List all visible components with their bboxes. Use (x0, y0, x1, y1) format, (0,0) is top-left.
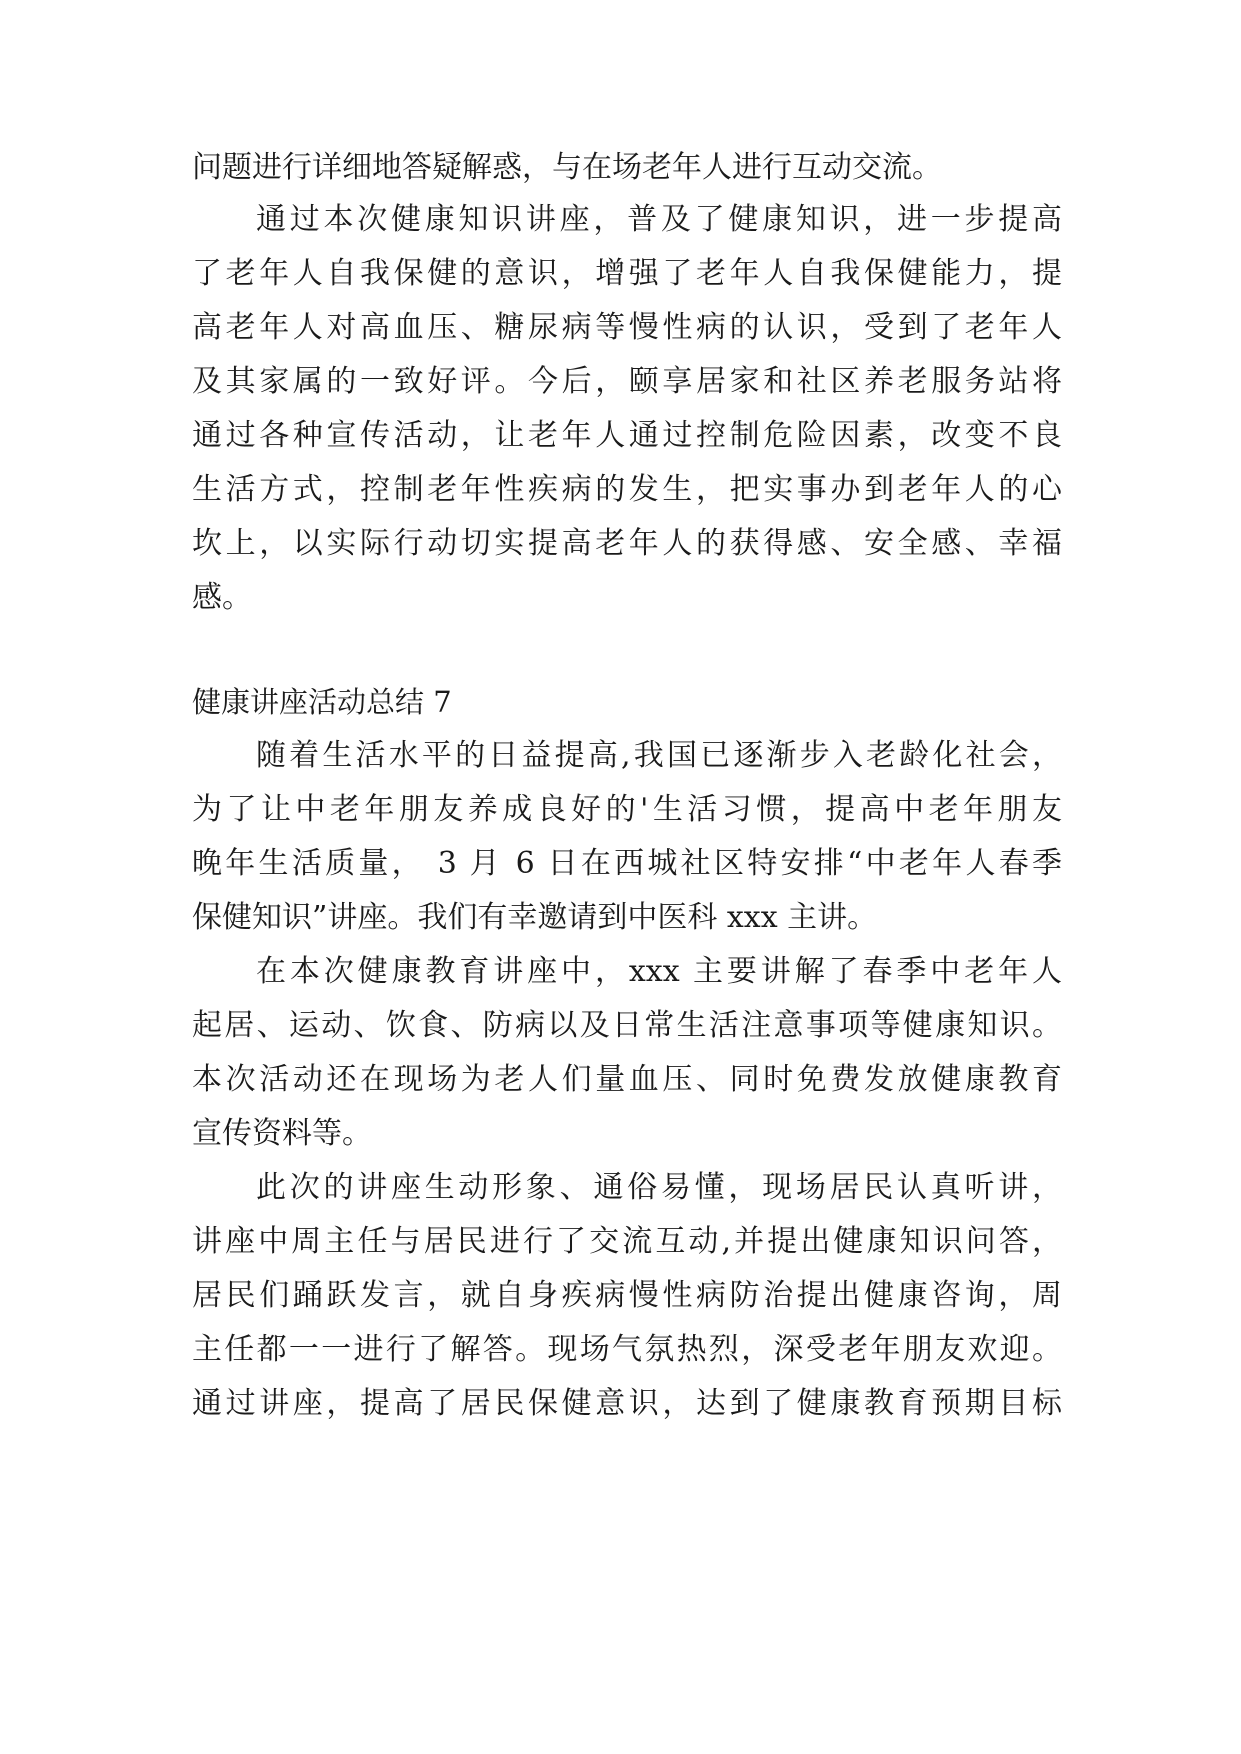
paragraph-line: 通过讲座，提高了居民保健意识，达到了健康教育预期目标 (192, 1386, 1062, 1421)
paragraph-line: 高老年人对高血压、糖尿病等慢性病的认识，受到了老年人 (192, 310, 1062, 345)
paragraph-line: 问题进行详细地答疑解惑，与在场老年人进行互动交流。 (192, 150, 942, 185)
paragraph-line: 坎上，以实际行动切实提高老年人的获得感、安全感、幸福 (192, 526, 1062, 561)
paragraph-line: 感。 (192, 580, 252, 615)
paragraph-line: 宣传资料等。 (192, 1116, 372, 1151)
paragraph-line: 本次活动还在现场为老人们量血压、同时免费发放健康教育 (192, 1062, 1062, 1097)
paragraph-line: 了老年人自我保健的意识，增强了老年人自我保健能力，提 (192, 256, 1062, 291)
paragraph-line: 及其家属的一致好评。今后，颐享居家和社区养老服务站将 (192, 364, 1062, 399)
paragraph-line: 主任都一一进行了解答。现场气氛热烈，深受老年朋友欢迎。 (192, 1332, 1062, 1367)
paragraph-line: 在本次健康教育讲座中，xxx 主要讲解了春季中老年人 (256, 954, 1062, 989)
paragraph-line: 晚年生活质量， 3 月 6 日在西城社区特安排“中老年人春季 (192, 846, 1062, 881)
paragraph-line: 通过本次健康知识讲座，普及了健康知识，进一步提高 (256, 202, 1062, 237)
paragraph-line: 保健知识”讲座。我们有幸邀请到中医科 xxx 主讲。 (192, 900, 878, 935)
paragraph-line: 起居、运动、饮食、防病以及日常生活注意事项等健康知识。 (192, 1008, 1062, 1043)
paragraph-line: 生活方式，控制老年性疾病的发生，把实事办到老年人的心 (192, 472, 1062, 507)
paragraph-line: 通过各种宣传活动，让老年人通过控制危险因素，改变不良 (192, 418, 1062, 453)
paragraph-line: 为了让中老年朋友养成良好的'生活习惯，提高中老年朋友 (192, 792, 1062, 827)
paragraph-line: 讲座中周主任与居民进行了交流互动,并提出健康知识问答， (192, 1224, 1062, 1259)
paragraph-line: 居民们踊跃发言，就自身疾病慢性病防治提出健康咨询，周 (192, 1278, 1062, 1313)
paragraph-line: 随着生活水平的日益提高,我国已逐渐步入老龄化社会， (256, 738, 1062, 773)
paragraph-line: 此次的讲座生动形象、通俗易懂，现场居民认真听讲， (256, 1170, 1062, 1205)
section-heading: 健康讲座活动总结 7 (192, 685, 452, 719)
